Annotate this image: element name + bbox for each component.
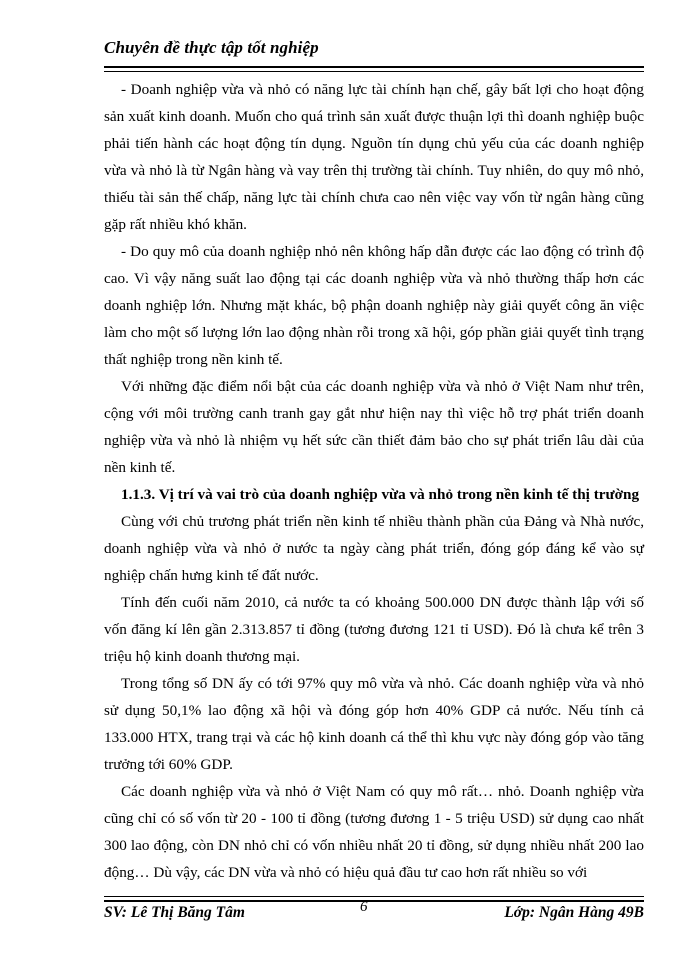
paragraph: Tính đến cuối năm 2010, cả nước ta có khoảng 500.000 DN được thành lập với số vốn đăng kí lên gần 2.313.857 tỉ đồng (tương đương 121 tỉ USD). Đó là chưa kể trên 3 triệu hộ kinh doanh thương mại. (104, 594, 644, 665)
footer-rule-thin (104, 896, 644, 897)
paragraph: - Doanh nghiệp vừa và nhỏ có năng lực tài chính hạn chế, gây bất lợi cho hoạt động sản xuất kinh doanh. Muốn cho quá trình sản xuất được thuận lợi thì doanh nghiệp buộc phải tiến hành các hoạt động tín dụng. Nguồn tín dụng chủ yếu của các doanh nghiệp vừa và nhỏ là từ Ngân hàng và vay trên thị trường tài chính. Tuy nhiên, do quy mô nhỏ, thiếu tài sản thế chấp, năng lực tài chính chưa cao nên việc vay vốn từ ngân hàng cũng gặp rất nhiều khó khăn. (104, 81, 644, 233)
page-number: 6 (360, 899, 368, 915)
paragraph: Các doanh nghiệp vừa và nhỏ ở Việt Nam có quy mô rất… nhỏ. Doanh nghiệp vừa cũng chỉ có số vốn từ 20 - 100 tỉ đồng (tương đương 1 - 5 triệu USD) sử dụng cao nhất 300 lao động, còn DN nhỏ chỉ có vốn nhiều nhất 20 tỉ đồng, sử dụng nhiều nhất 200 lao động… Dù vậy, các DN vừa và nhỏ có hiệu quả đầu tư cao hơn rất nhiều so với (104, 783, 644, 881)
section-heading: 1.1.3. Vị trí và vai trò của doanh nghiệp vừa và nhỏ trong nền kinh tế thị trường (121, 486, 640, 503)
header-rule-thin (104, 71, 644, 72)
document-header-title: Chuyên đề thực tập tốt nghiệp (104, 38, 319, 57)
paragraph: - Do quy mô của doanh nghiệp nhỏ nên không hấp dẫn được các lao động có trình độ cao. Vì vậy năng suất lao động tại các doanh nghiệp vừa và nhỏ thường thấp hơn các doanh nghiệp lớn. Nhưng mặt khác, bộ phận doanh nghiệp này giải quyết công ăn việc làm cho một số lượng lớn lao động nhàn rỗi trong xã hội, góp phần giải quyết tình trạng thất nghiệp trong nền kinh tế. (104, 243, 644, 368)
paragraph: Trong tổng số DN ấy có tới 97% quy mô vừa và nhỏ. Các doanh nghiệp vừa và nhỏ sử dụng 50,1% lao động xã hội và đóng góp hơn 40% GDP cả nước. Nếu tính cả 133.000 HTX, trang trại và các hộ kinh doanh cá thể thì khu vực này đóng góp vào tăng trưởng tới 60% GDP. (104, 675, 644, 773)
paragraph: Với những đặc điểm nổi bật của các doanh nghiệp vừa và nhỏ ở Việt Nam như trên, cộng với môi trường canh tranh gay gắt như hiện nay thì việc hỗ trợ phát triển doanh nghiệp vừa và nhỏ là nhiệm vụ hết sức cần thiết đảm bảo cho sự phát triển lâu dài của nền kinh tế. (104, 378, 644, 476)
footer-student-name: SV: Lê Thị Băng Tâm (104, 904, 245, 921)
footer-class-name: Lớp: Ngân Hàng 49B (504, 904, 644, 921)
header-rule-thick (104, 66, 644, 68)
footer-rule-thick (104, 900, 644, 902)
paragraph: Cùng với chủ trương phát triển nền kinh tế nhiều thành phần của Đảng và Nhà nước, doanh nghiệp vừa và nhỏ ở nước ta ngày càng phát triển, đóng góp đáng kể vào sự nghiệp chấn hưng kinh tế đất nước. (104, 513, 644, 584)
document-body (104, 76, 644, 886)
